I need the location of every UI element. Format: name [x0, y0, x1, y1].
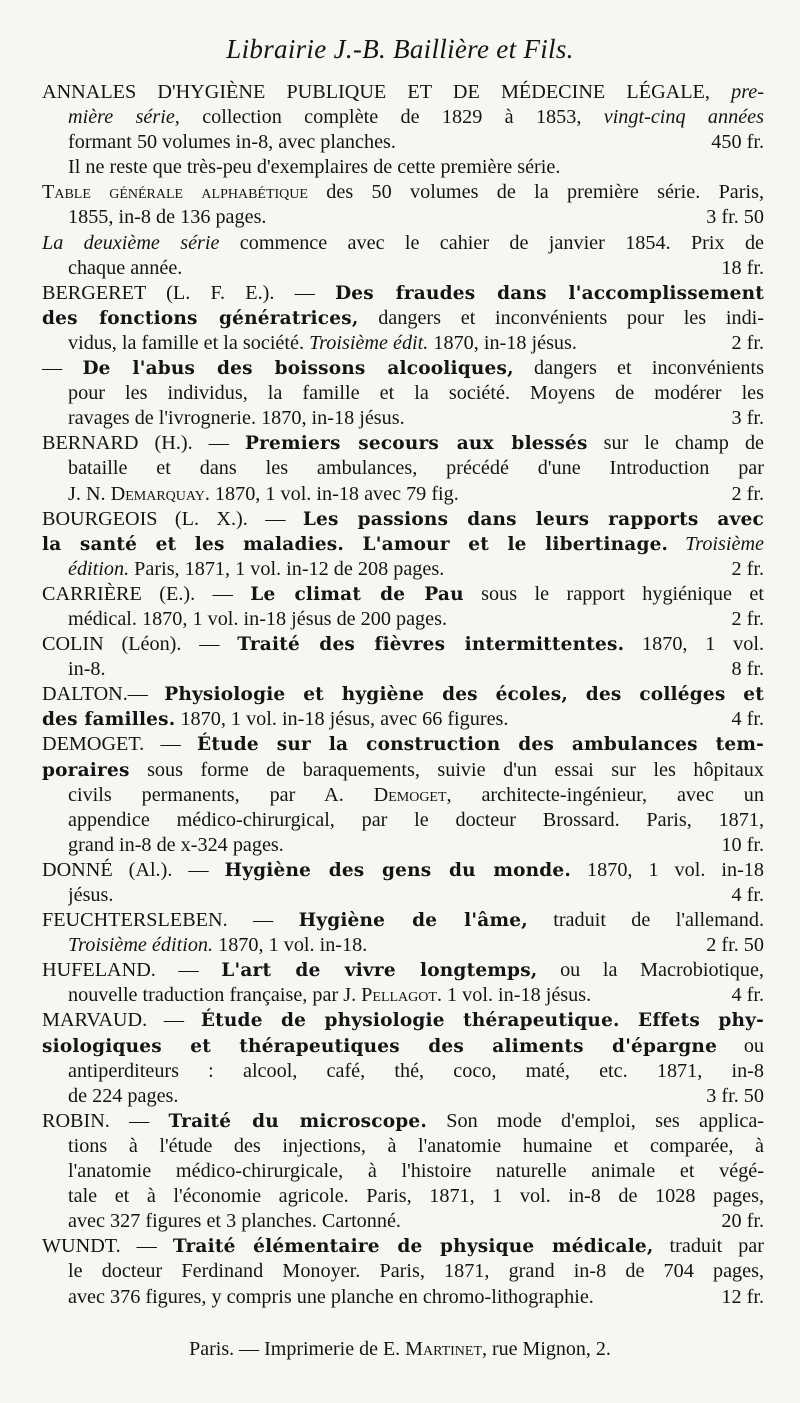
catalog-entry-carriere: CARRIÈRE (E.). — Le climat de Pau sous le rapport hygiénique et médical. 1870, 1 vol. in-18 jésus de 200 pages. 2 fr. [42, 582, 764, 632]
catalog-entry-feuchtersleben: FEUCHTERSLEBEN. — Hygiène de l'âme, traduit de l'allemand. Troisième édition. 1870, 1 vol. in-18. 2 fr. 50 [42, 908, 764, 958]
catalog-entry-demoget: DEMOGET. — Étude sur la construction des ambulances tem- poraires sous forme de baraquements, suivie d'un essai sur les hôpitaux civils permanents, par A. Demoget, architecte-ingénieur, avec un appendice médico-chirurgical, par le docteur Brossard. Paris, 1871, grand in-8 de x-324 pages. 10 fr. [42, 732, 764, 857]
catalog-entry-hufeland: HUFELAND. — L'art de vivre longtemps, ou la Macrobiotique, nouvelle traduction française, par J. Pellagot. 1 vol. in-18 jésus. 4 fr. [42, 958, 764, 1008]
price: 450 fr. [711, 131, 764, 154]
price: 18 fr. [721, 256, 764, 279]
catalog-entry-robin: ROBIN. — Traité du microscope. Son mode d'emploi, ses applica- tions à l'étude des injections, à l'anatomie humaine et comparée, à l'anatomie médico-chirurgicale, à l'histoire naturelle animale et végé- tale et à l'économie agricole. Paris, 1871, 1 vol. in-8 de 1028 pages, avec 327 figures et 3 planches. Cartonné. 20 fr. [42, 1109, 764, 1234]
catalog-entry-wundt: WUNDT. — Traité élémentaire de physique médicale, traduit par le docteur Ferdinand Monoyer. Paris, 1871, grand in-8 de 704 pages, avec 376 figures, y compris une planche en chromo-lithographie. 12 fr. [42, 1234, 764, 1309]
catalog-list [42, 80, 764, 1310]
page-title: Librairie J.-B. Baillière et Fils. [226, 34, 574, 64]
catalog-entry-deuxieme-serie: La deuxième série commence avec le cahier de janvier 1854. Prix de chaque année. 18 fr. [42, 231, 764, 281]
catalog-entry-bernard: BERNARD (H.). — Premiers secours aux blessés sur le champ de bataille et dans les ambulances, précédé d'une Introduction par J. N. Demarquay. 1870, 1 vol. in-18 avec 79 fig. 2 fr. [42, 431, 764, 506]
price: 4 fr. [731, 884, 764, 906]
price: 2 fr. [731, 331, 764, 354]
price: 4 fr. [731, 708, 764, 731]
catalog-entry-colin: COLIN (Léon). — Traité des fièvres intermittentes. 1870, 1 vol. in-8. 8 fr. [42, 632, 764, 682]
price: 2 fr. [731, 482, 764, 505]
catalog-entry-bourgeois: BOURGEOIS (L. X.). — Les passions dans leurs rapports avec la santé et les maladies. L'amour et le libertinage. Troisième édition. Paris, 1871, 1 vol. in-12 de 208 pages. 2 fr. [42, 507, 764, 582]
price: 10 fr. [721, 833, 764, 856]
catalog-entry-donne: DONNÉ (Al.). — Hygiène des gens du monde. 1870, 1 vol. in-18 jésus. 4 fr. [42, 858, 764, 908]
price: 2 fr. 50 [706, 934, 764, 957]
price: 4 fr. [731, 984, 764, 1007]
price: 2 fr. [731, 557, 764, 580]
price: 3 fr. 50 [706, 206, 764, 229]
price: 2 fr. [731, 607, 764, 630]
catalog-entry-table-generale: Table générale alphabétique des 50 volumes de la première série. Paris, 1855, in-8 de 136 pages. 3 fr. 50 [42, 180, 764, 230]
catalog-entry-bergeret-abus: — De l'abus des boissons alcooliques, dangers et inconvénients pour les individus, la famille et la société. Moyens de modérer les ravages de l'ivrognerie. 1870, in-18 jésus. 3 fr. [42, 356, 764, 431]
printer-footer: Paris. — Imprimerie de E. Martinet, rue Mignon, 2. [189, 1338, 611, 1360]
price: 20 fr. [721, 1210, 764, 1233]
price: 8 fr. [731, 658, 764, 681]
catalog-entry-dalton: DALTON.— Physiologie et hygiène des écoles, des colléges et des familles. 1870, 1 vol. in-18 jésus, avec 66 figures. 4 fr. [42, 682, 764, 732]
price: 3 fr. [731, 407, 764, 430]
price: 3 fr. 50 [706, 1084, 764, 1107]
catalog-entry-annales: ANNALES D'HYGIÈNE PUBLIQUE ET DE MÉDECINE LÉGALE, pre- mière série, collection complète de 1829 à 1853, vingt-cinq années formant 50 volumes in-8, avec planches. 450 fr. Il ne reste que très-peu d'exemplaires de cette première série. [42, 81, 764, 179]
price: 12 fr. [721, 1285, 764, 1308]
catalog-entry-bergeret: BERGERET (L. F. E.). — Des fraudes dans l'accomplissement des fonctions génératrices, dangers et inconvénients pour les indi- vidus, la famille et la société. Troisième édit. 1870, in-18 jésus. 2 fr. [42, 281, 764, 356]
catalog-entry-marvaud: MARVAUD. — Étude de physiologie thérapeutique. Effets phy- siologiques et thérapeutiques des aliments d'épargne ou antiperditeurs : alcool, café, thé, coco, maté, etc. 1871, in-8 de 224 pages. 3 fr. 50 [42, 1008, 764, 1108]
